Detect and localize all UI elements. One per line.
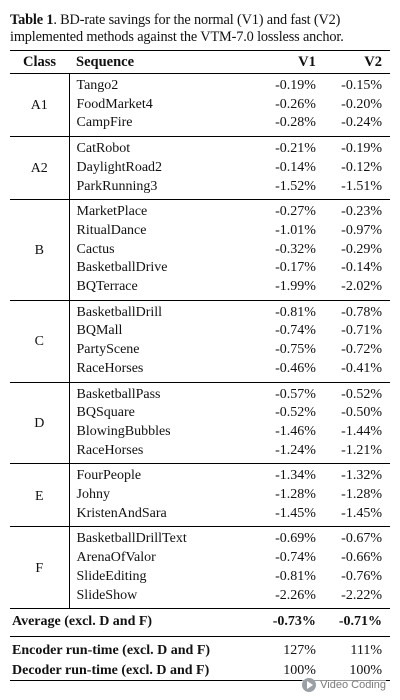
encoder-runtime-v2: 111%	[350, 642, 382, 658]
sequence-cell: BQTerrace	[76, 279, 138, 295]
encoder-runtime-v1: 127%	[283, 642, 316, 658]
sequence-cell: BasketballDrive	[76, 260, 168, 276]
v1-cell: -0.74%	[275, 323, 316, 339]
sequence-cell: MarketPlace	[76, 204, 148, 220]
sequence-cell: ArenaOfValor	[76, 550, 156, 566]
v1-cell: -0.17%	[275, 260, 316, 276]
sequence-cell: Cactus	[76, 241, 115, 257]
sequence-cell: Johny	[76, 487, 110, 503]
class-cell: A1	[10, 74, 69, 137]
v1-cell: -1.46%	[275, 423, 316, 439]
v2-cell: -0.50%	[341, 405, 382, 421]
caption-label: Table 1	[10, 12, 54, 28]
v2-cell: -1.28%	[341, 487, 382, 503]
table-row	[10, 137, 390, 159]
sequence-cell: BlowingBubbles	[76, 423, 171, 439]
sequence-cell: RaceHorses	[76, 360, 144, 376]
header-row	[10, 51, 390, 74]
sequence-cell: BasketballPass	[76, 386, 161, 402]
v1-cell: -0.52%	[275, 405, 316, 421]
sequence-cell: SlideEditing	[76, 568, 147, 584]
sequence-cell: CampFire	[76, 115, 133, 131]
average-v1: -0.73%	[272, 614, 316, 630]
v1-cell: -0.27%	[275, 204, 316, 220]
v1-cell: -0.46%	[275, 360, 316, 376]
sequence-cell: Tango2	[76, 78, 119, 93]
v2-cell: -0.67%	[341, 531, 382, 547]
v1-cell: -0.32%	[275, 241, 316, 257]
v1-cell: -0.75%	[275, 342, 316, 358]
v2-cell: -0.12%	[341, 159, 382, 175]
header-sequence: Sequence	[76, 54, 135, 70]
average-v2: -0.71%	[338, 614, 382, 630]
decoder-runtime-v2: 100%	[349, 662, 382, 678]
sequence-cell: ParkRunning3	[76, 178, 158, 194]
v1-cell: -0.28%	[275, 115, 316, 131]
table-caption	[10, 12, 392, 46]
v2-cell: -0.66%	[341, 550, 382, 566]
class-cell: D	[10, 382, 69, 464]
caption-text: . BD-rate savings for the normal (V1) and fast (V2) implemented methods against the VTM-7.0 lossless anchor.	[10, 12, 344, 45]
class-cell: E	[10, 464, 69, 527]
table-row	[10, 300, 390, 322]
v1-cell: -1.28%	[275, 487, 316, 503]
table-row	[10, 527, 390, 549]
v2-cell: -0.29%	[341, 241, 382, 257]
average-section	[10, 609, 390, 637]
v2-cell: -2.02%	[341, 279, 382, 295]
v2-cell: -0.24%	[341, 115, 382, 131]
v2-cell: -0.71%	[341, 323, 382, 339]
v1-cell: -1.34%	[275, 468, 316, 484]
class-cell: A2	[10, 137, 69, 200]
v2-cell: -1.32%	[341, 468, 382, 484]
sequence-cell: SlideShow	[76, 587, 138, 603]
class-group	[10, 300, 390, 382]
class-cell: C	[10, 300, 69, 382]
v2-cell: -0.72%	[341, 342, 382, 358]
v1-cell: -1.52%	[275, 178, 316, 194]
class-group	[10, 137, 390, 200]
table-row	[10, 74, 390, 96]
sequence-cell: BQMall	[76, 323, 123, 339]
sequence-cell: FourPeople	[76, 468, 142, 484]
class-group	[10, 382, 390, 464]
sequence-cell: FoodMarket4	[76, 96, 153, 112]
v1-cell: -1.45%	[275, 505, 316, 521]
class-group	[10, 464, 390, 527]
v2-cell: -0.23%	[341, 204, 382, 220]
v2-cell: -0.78%	[341, 304, 382, 320]
sequence-cell: PartyScene	[76, 342, 140, 358]
header-v1: V1	[298, 54, 316, 70]
class-group	[10, 74, 390, 137]
v1-cell: -1.24%	[275, 442, 316, 458]
encoder-runtime-label: Encoder run-time (excl. D and F)	[12, 642, 211, 658]
v2-cell: -1.45%	[341, 505, 382, 521]
v1-cell: -0.19%	[275, 78, 316, 93]
v1-cell: -0.69%	[275, 531, 316, 547]
decoder-runtime-v1: 100%	[283, 662, 316, 678]
watermark	[302, 678, 386, 692]
table-row	[10, 382, 390, 404]
v1-cell: -0.57%	[275, 386, 316, 402]
v2-cell: -0.76%	[341, 568, 382, 584]
sequence-cell: BQSquare	[76, 405, 135, 421]
runtime-section	[10, 636, 390, 680]
sequence-cell: RaceHorses	[76, 442, 144, 458]
v1-cell: -0.81%	[275, 568, 316, 584]
decoder-runtime-label: Decoder run-time (excl. D and F)	[12, 662, 210, 678]
play-circle-icon	[302, 678, 316, 692]
v2-cell: -0.19%	[341, 141, 382, 157]
watermark-text: Video Coding	[320, 679, 386, 691]
v2-cell: -0.20%	[341, 96, 382, 112]
v1-cell: -0.26%	[275, 96, 316, 112]
sequence-cell: RitualDance	[76, 222, 147, 238]
class-group	[10, 527, 390, 609]
v2-cell: -0.15%	[341, 78, 382, 93]
average-label: Average (excl. D and F)	[12, 614, 153, 630]
v2-cell: -0.14%	[341, 260, 382, 276]
average-row	[10, 609, 390, 637]
v1-cell: -0.21%	[275, 141, 316, 157]
v1-cell: -1.01%	[275, 222, 316, 238]
v1-cell: -2.26%	[275, 587, 316, 603]
sequence-cell: BasketballDrill	[76, 304, 163, 320]
v2-cell: -1.51%	[341, 178, 382, 194]
bd-rate-table	[10, 50, 390, 681]
sequence-cell: BasketballDrillText	[76, 531, 187, 547]
table-row	[10, 464, 390, 486]
v2-cell: -0.41%	[341, 360, 382, 376]
header-class: Class	[22, 54, 57, 70]
v1-cell: -0.14%	[275, 159, 316, 175]
class-cell: B	[10, 200, 69, 301]
v1-cell: -1.99%	[275, 279, 316, 295]
sequence-cell: DaylightRoad2	[76, 159, 163, 175]
class-cell: F	[10, 527, 69, 609]
sequence-cell: CatRobot	[76, 141, 131, 157]
encoder-runtime-row	[10, 636, 390, 660]
v2-cell: -1.21%	[341, 442, 382, 458]
v2-cell: -0.97%	[341, 222, 382, 238]
v2-cell: -1.44%	[341, 423, 382, 439]
sequence-cell: KristenAndSara	[76, 505, 167, 521]
v1-cell: -0.81%	[275, 304, 316, 320]
table-row	[10, 200, 390, 222]
v2-cell: -0.52%	[341, 386, 382, 402]
header-v2: V2	[364, 54, 382, 70]
v2-cell: -2.22%	[341, 587, 382, 603]
v1-cell: -0.74%	[275, 550, 316, 566]
class-group	[10, 200, 390, 301]
